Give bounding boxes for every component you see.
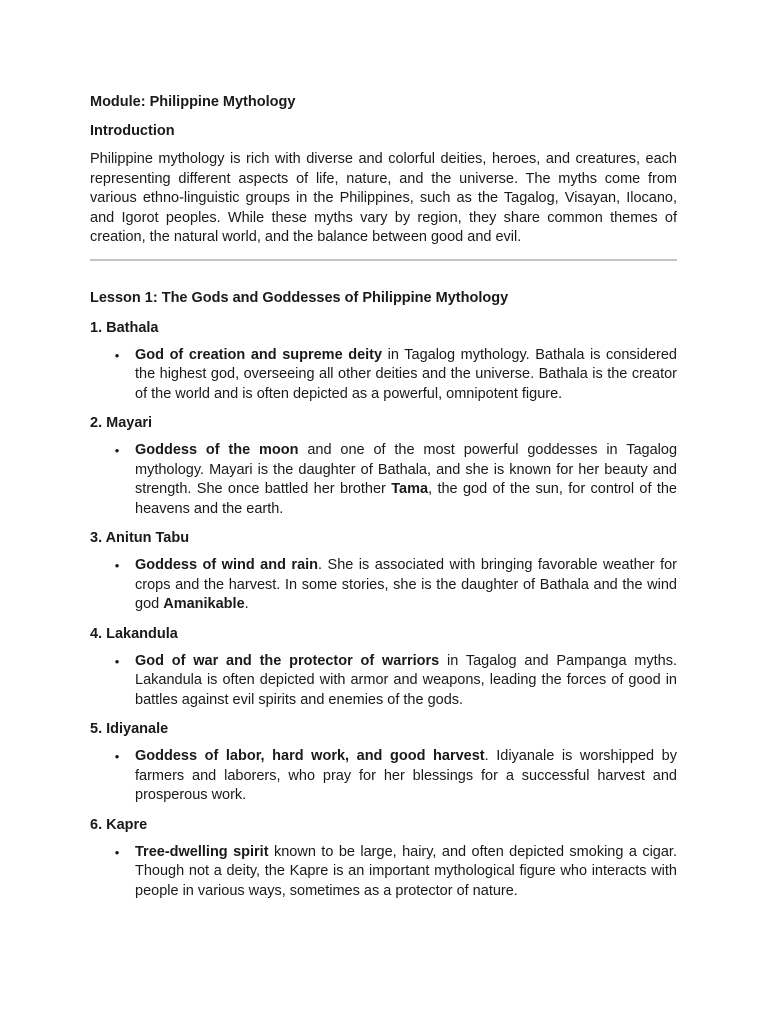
horizontal-divider	[90, 259, 677, 261]
deity-heading-anitun-tabu: 3. Anitun Tabu	[90, 530, 190, 546]
list-item	[114, 441, 678, 519]
deity-heading-lakandula: 4. Lakandula	[90, 625, 178, 642]
deity-description-text: . She is associated with bringing favorable weather for crops and the harvest. In some stories, she is the daughter of Bathala and the wind god	[135, 557, 677, 612]
lesson-title: Lesson 1: The Gods and Goddesses of Philippine Mythology	[90, 289, 509, 306]
deity-description-lead: God of war and the protector of warriors	[135, 652, 440, 669]
deity-description-text: in Tagalog and Pampanga myths. Lakandula is often depicted with armor and weapons, leading the forces of good in battles against evil spirits and enemies of the gods.	[135, 652, 677, 708]
deity-description-text: in Tagalog mythology. Bathala is considered the highest god, overseeing all other deities and the universe. Bathala is the creator of the world and is often depicted as a powerful, omnipotent figure.	[135, 346, 677, 402]
deity-description-lead: Goddess of the moon	[135, 442, 299, 458]
list-item	[114, 843, 677, 902]
bullet-icon: •	[114, 844, 120, 860]
deity-name-emphasis: Amanikable	[163, 596, 245, 612]
bullet-icon: •	[114, 653, 120, 669]
module-title: Module: Philippine Mythology	[90, 94, 296, 110]
deity-description-lead: Tree-dwelling spirit	[135, 843, 269, 860]
deity-description-text: .	[244, 596, 249, 612]
deity-description-text: known to be large, hairy, and often depicted smoking a cigar. Though not a deity, the Kapre is an important mythological figure who interacts with people in various ways, sometimes as a protector of nature.	[135, 843, 677, 899]
introduction-paragraph: Philippine mythology is rich with diverse and colorful deities, heroes, and creatures, each representing different aspects of life, nature, and the universe. The myths come from various ethno-linguistic groups in the Philippines, such as the Tagalog, Visayan, Ilocano, and Igorot peoples. While these myths vary by region, they share common themes of creation, the natural world, and the balance between good and evil.	[90, 151, 677, 245]
deity-description-text: , the god of the sun, for control of the heavens and the earth.	[135, 481, 677, 517]
list-item	[114, 556, 677, 615]
deity-heading-bathala: 1. Bathala	[90, 319, 159, 336]
deity-description-text: . Idiyanale is worshipped by farmers and laborers, who pray for her blessings for a successful harvest and prosperous work.	[135, 748, 677, 803]
bullet-icon: •	[114, 558, 120, 573]
deity-description-lead: God of creation and supreme deity	[135, 346, 383, 363]
document-page	[90, 91, 677, 901]
deity-name-emphasis: Tama	[391, 481, 429, 497]
list-item	[114, 346, 677, 405]
bullet-icon: •	[114, 347, 120, 363]
deity-description-lead: Goddess of wind and rain	[135, 557, 319, 573]
bullet-icon: •	[114, 749, 120, 764]
list-item	[114, 747, 677, 806]
introduction-heading: Introduction	[90, 123, 175, 139]
bullet-icon: •	[114, 443, 120, 458]
deity-heading-idiyanale: 5. Idiyanale	[90, 721, 169, 737]
deity-heading-mayari: 2. Mayari	[90, 415, 153, 431]
deity-description-text: and one of the most powerful goddesses in Tagalog mythology. Mayari is the daughter of Bathala, and she is known for her beauty and strength. She once battled her brother	[135, 442, 678, 497]
deity-heading-kapre: 6. Kapre	[90, 816, 148, 833]
list-item	[114, 652, 677, 711]
deity-description-lead: Goddess of labor, hard work, and good harvest	[135, 748, 485, 764]
